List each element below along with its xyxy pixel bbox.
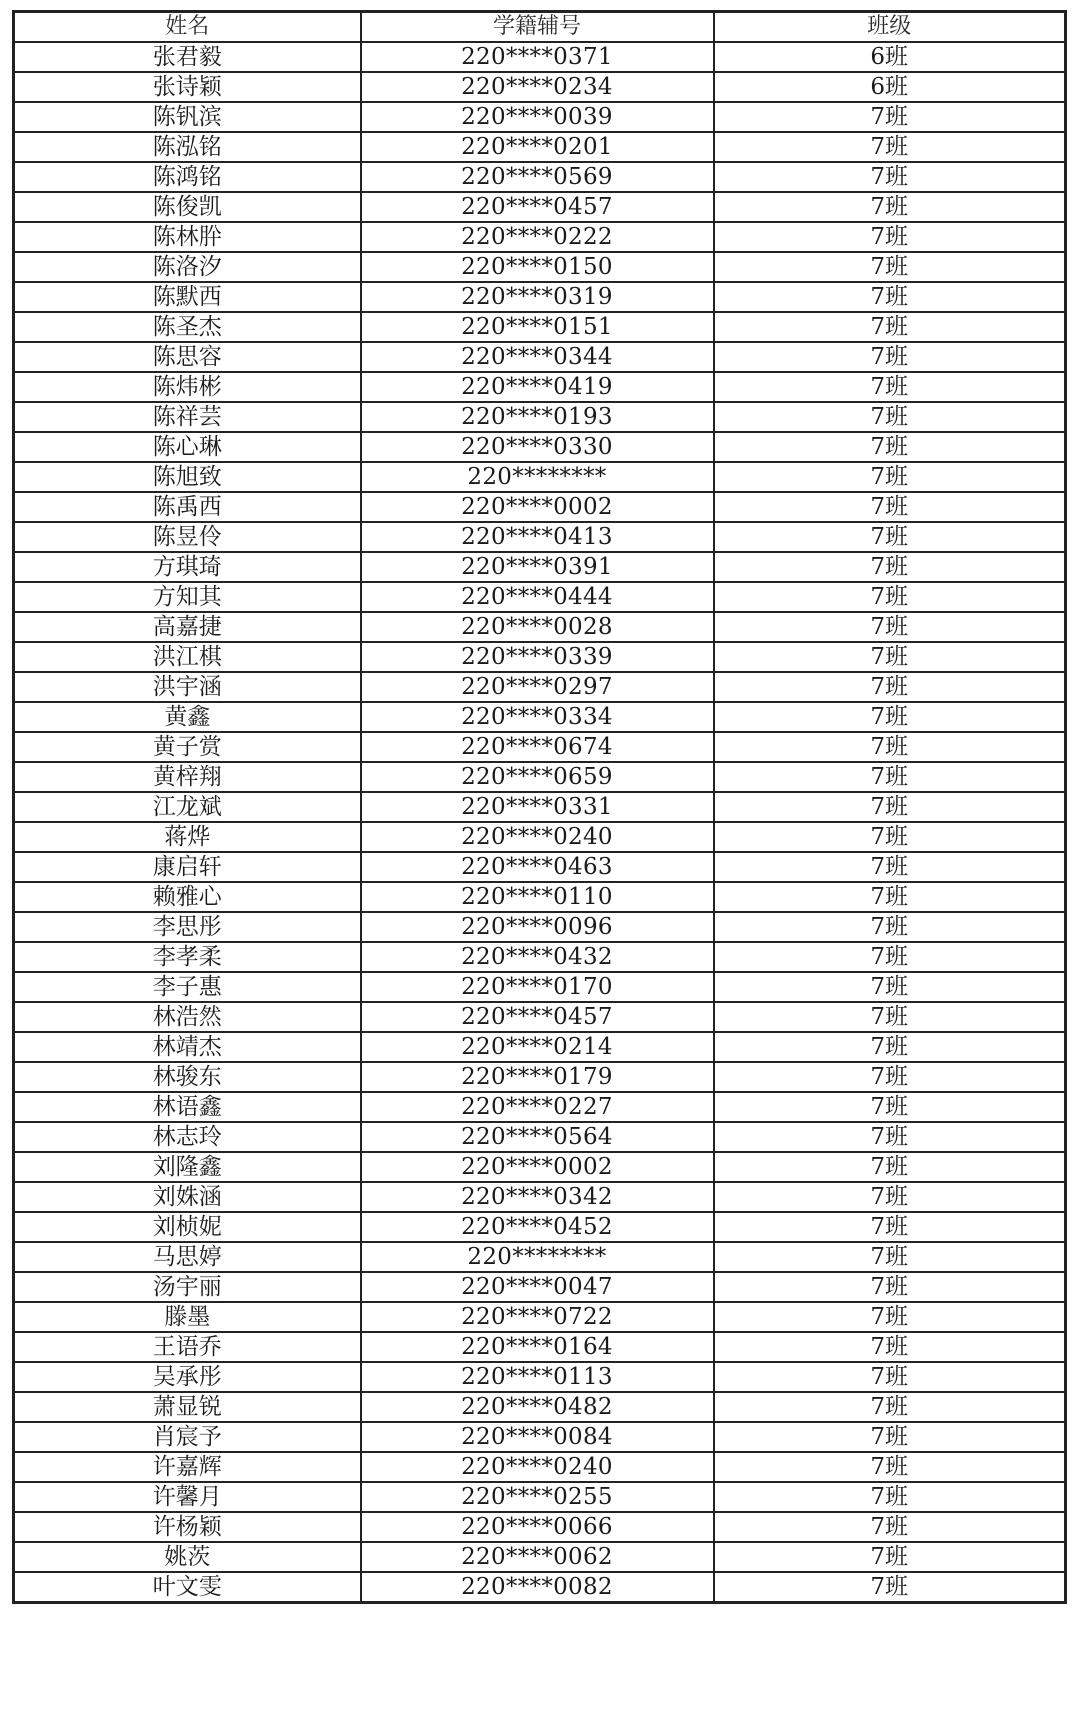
class-cell: 7班 bbox=[714, 852, 1066, 882]
student-name-cell: 陈禹西 bbox=[14, 492, 361, 522]
class-cell: 7班 bbox=[714, 1452, 1066, 1482]
student-name-cell: 高嘉捷 bbox=[14, 612, 361, 642]
class-cell: 7班 bbox=[714, 1482, 1066, 1512]
table-row bbox=[14, 1362, 1066, 1392]
table-row bbox=[14, 732, 1066, 762]
student-name-cell: 陈祥芸 bbox=[14, 402, 361, 432]
student-id-cell: 220****0110 bbox=[361, 882, 714, 912]
table-row bbox=[14, 1182, 1066, 1212]
student-id-cell: 220****0084 bbox=[361, 1422, 714, 1452]
table-row bbox=[14, 1452, 1066, 1482]
student-name-cell: 洪宇涵 bbox=[14, 672, 361, 702]
table-row bbox=[14, 1302, 1066, 1332]
column-header-student-id: 学籍辅号 bbox=[361, 12, 714, 43]
class-cell: 7班 bbox=[714, 1152, 1066, 1182]
student-name-cell: 林骏东 bbox=[14, 1062, 361, 1092]
table-row bbox=[14, 552, 1066, 582]
class-cell: 6班 bbox=[714, 72, 1066, 102]
class-cell: 7班 bbox=[714, 762, 1066, 792]
student-name-cell: 许杨颖 bbox=[14, 1512, 361, 1542]
student-id-cell: 220****0330 bbox=[361, 432, 714, 462]
student-name-cell: 陈思容 bbox=[14, 342, 361, 372]
table-row bbox=[14, 1542, 1066, 1572]
table-row bbox=[14, 222, 1066, 252]
student-name-cell: 林语鑫 bbox=[14, 1092, 361, 1122]
table-row bbox=[14, 942, 1066, 972]
class-cell: 7班 bbox=[714, 1032, 1066, 1062]
student-id-cell: 220****0227 bbox=[361, 1092, 714, 1122]
student-name-cell: 赖雅心 bbox=[14, 882, 361, 912]
student-name-cell: 陈林肸 bbox=[14, 222, 361, 252]
student-id-cell: 220****0391 bbox=[361, 552, 714, 582]
student-id-cell: 220****0179 bbox=[361, 1062, 714, 1092]
table-row bbox=[14, 1152, 1066, 1182]
table-row bbox=[14, 132, 1066, 162]
class-cell: 7班 bbox=[714, 282, 1066, 312]
class-cell: 7班 bbox=[714, 132, 1066, 162]
student-id-cell: 220****0151 bbox=[361, 312, 714, 342]
class-cell: 7班 bbox=[714, 372, 1066, 402]
student-id-cell: 220****0150 bbox=[361, 252, 714, 282]
student-name-cell: 吴承彤 bbox=[14, 1362, 361, 1392]
student-name-cell: 林浩然 bbox=[14, 1002, 361, 1032]
student-name-cell: 林志玲 bbox=[14, 1122, 361, 1152]
table-row bbox=[14, 1092, 1066, 1122]
student-id-cell: 220******** bbox=[361, 462, 714, 492]
class-cell: 7班 bbox=[714, 1542, 1066, 1572]
class-cell: 7班 bbox=[714, 792, 1066, 822]
student-name-cell: 李子惠 bbox=[14, 972, 361, 1002]
student-id-cell: 220****0463 bbox=[361, 852, 714, 882]
student-name-cell: 刘桢妮 bbox=[14, 1212, 361, 1242]
class-cell: 7班 bbox=[714, 1332, 1066, 1362]
table-row bbox=[14, 1122, 1066, 1152]
student-id-cell: 220****0569 bbox=[361, 162, 714, 192]
student-name-cell: 方知其 bbox=[14, 582, 361, 612]
student-name-cell: 方琪琦 bbox=[14, 552, 361, 582]
table-row bbox=[14, 1332, 1066, 1362]
student-name-cell: 许嘉辉 bbox=[14, 1452, 361, 1482]
class-cell: 7班 bbox=[714, 402, 1066, 432]
student-name-cell: 陈俊凯 bbox=[14, 192, 361, 222]
class-cell: 7班 bbox=[714, 552, 1066, 582]
student-name-cell: 滕墨 bbox=[14, 1302, 361, 1332]
class-cell: 7班 bbox=[714, 1302, 1066, 1332]
table-row bbox=[14, 72, 1066, 102]
student-id-cell: 220****0334 bbox=[361, 702, 714, 732]
student-id-cell: 220****0201 bbox=[361, 132, 714, 162]
student-name-cell: 江龙斌 bbox=[14, 792, 361, 822]
student-id-cell: 220****0722 bbox=[361, 1302, 714, 1332]
class-cell: 7班 bbox=[714, 1272, 1066, 1302]
table-row bbox=[14, 162, 1066, 192]
student-name-cell: 王语乔 bbox=[14, 1332, 361, 1362]
class-cell: 7班 bbox=[714, 462, 1066, 492]
student-id-cell: 220****0113 bbox=[361, 1362, 714, 1392]
student-name-cell: 蒋烨 bbox=[14, 822, 361, 852]
class-cell: 7班 bbox=[714, 1572, 1066, 1603]
student-id-cell: 220****0457 bbox=[361, 192, 714, 222]
student-name-cell: 陈默西 bbox=[14, 282, 361, 312]
table-row bbox=[14, 642, 1066, 672]
student-id-cell: 220****0047 bbox=[361, 1272, 714, 1302]
class-cell: 7班 bbox=[714, 102, 1066, 132]
student-id-cell: 220****0002 bbox=[361, 1152, 714, 1182]
student-name-cell: 黄梓翔 bbox=[14, 762, 361, 792]
class-cell: 7班 bbox=[714, 1062, 1066, 1092]
class-cell: 7班 bbox=[714, 822, 1066, 852]
student-id-cell: 220****0028 bbox=[361, 612, 714, 642]
table-row bbox=[14, 822, 1066, 852]
table-row bbox=[14, 492, 1066, 522]
table-row bbox=[14, 522, 1066, 552]
table-row bbox=[14, 1002, 1066, 1032]
student-name-cell: 陈旭致 bbox=[14, 462, 361, 492]
student-roster-sheet bbox=[12, 10, 1064, 1604]
class-cell: 7班 bbox=[714, 1182, 1066, 1212]
table-row bbox=[14, 612, 1066, 642]
student-id-cell: 220****0413 bbox=[361, 522, 714, 552]
student-id-cell: 220****0096 bbox=[361, 912, 714, 942]
table-row bbox=[14, 402, 1066, 432]
student-name-cell: 刘姝涵 bbox=[14, 1182, 361, 1212]
table-row bbox=[14, 972, 1066, 1002]
table-row bbox=[14, 582, 1066, 612]
class-cell: 7班 bbox=[714, 342, 1066, 372]
student-name-cell: 张君毅 bbox=[14, 42, 361, 72]
class-cell: 7班 bbox=[714, 312, 1066, 342]
class-cell: 7班 bbox=[714, 432, 1066, 462]
table-row bbox=[14, 432, 1066, 462]
student-id-cell: 220****0297 bbox=[361, 672, 714, 702]
class-cell: 7班 bbox=[714, 492, 1066, 522]
student-id-cell: 220****0432 bbox=[361, 942, 714, 972]
student-id-cell: 220****0214 bbox=[361, 1032, 714, 1062]
student-id-cell: 220****0331 bbox=[361, 792, 714, 822]
table-row bbox=[14, 792, 1066, 822]
class-cell: 7班 bbox=[714, 972, 1066, 1002]
table-row bbox=[14, 1572, 1066, 1603]
table-row bbox=[14, 372, 1066, 402]
class-cell: 7班 bbox=[714, 672, 1066, 702]
student-id-cell: 220****0062 bbox=[361, 1542, 714, 1572]
class-cell: 7班 bbox=[714, 1002, 1066, 1032]
student-id-cell: 220****0255 bbox=[361, 1482, 714, 1512]
class-cell: 7班 bbox=[714, 612, 1066, 642]
column-header-class: 班级 bbox=[714, 12, 1066, 43]
class-cell: 7班 bbox=[714, 942, 1066, 972]
student-id-cell: 220****0482 bbox=[361, 1392, 714, 1422]
class-cell: 6班 bbox=[714, 42, 1066, 72]
table-row bbox=[14, 42, 1066, 72]
class-cell: 7班 bbox=[714, 522, 1066, 552]
table-row bbox=[14, 312, 1066, 342]
table-row bbox=[14, 192, 1066, 222]
header-row bbox=[14, 12, 1066, 43]
roster-body bbox=[14, 42, 1066, 1603]
table-row bbox=[14, 1062, 1066, 1092]
student-id-cell: 220****0240 bbox=[361, 822, 714, 852]
student-id-cell: 220****0659 bbox=[361, 762, 714, 792]
student-name-cell: 李思彤 bbox=[14, 912, 361, 942]
table-row bbox=[14, 1032, 1066, 1062]
student-name-cell: 黄子赏 bbox=[14, 732, 361, 762]
student-id-cell: 220****0066 bbox=[361, 1512, 714, 1542]
class-cell: 7班 bbox=[714, 1512, 1066, 1542]
student-id-cell: 220****0234 bbox=[361, 72, 714, 102]
student-id-cell: 220****0222 bbox=[361, 222, 714, 252]
student-id-cell: 220****0342 bbox=[361, 1182, 714, 1212]
student-name-cell: 肖宸予 bbox=[14, 1422, 361, 1452]
student-name-cell: 陈心琳 bbox=[14, 432, 361, 462]
student-id-cell: 220******** bbox=[361, 1242, 714, 1272]
student-name-cell: 黄鑫 bbox=[14, 702, 361, 732]
student-id-cell: 220****0002 bbox=[361, 492, 714, 522]
student-name-cell: 陈钒滨 bbox=[14, 102, 361, 132]
class-cell: 7班 bbox=[714, 642, 1066, 672]
student-name-cell: 林靖杰 bbox=[14, 1032, 361, 1062]
student-roster-table bbox=[12, 10, 1067, 1604]
student-id-cell: 220****0419 bbox=[361, 372, 714, 402]
table-row bbox=[14, 762, 1066, 792]
student-id-cell: 220****0170 bbox=[361, 972, 714, 1002]
student-id-cell: 220****0164 bbox=[361, 1332, 714, 1362]
table-row bbox=[14, 1512, 1066, 1542]
student-name-cell: 陈昱伶 bbox=[14, 522, 361, 552]
class-cell: 7班 bbox=[714, 222, 1066, 252]
table-row bbox=[14, 102, 1066, 132]
class-cell: 7班 bbox=[714, 1092, 1066, 1122]
table-row bbox=[14, 702, 1066, 732]
student-name-cell: 张诗颖 bbox=[14, 72, 361, 102]
student-name-cell: 陈圣杰 bbox=[14, 312, 361, 342]
student-name-cell: 陈炜彬 bbox=[14, 372, 361, 402]
student-name-cell: 陈泓铭 bbox=[14, 132, 361, 162]
student-id-cell: 220****0444 bbox=[361, 582, 714, 612]
table-row bbox=[14, 282, 1066, 312]
student-name-cell: 汤宇丽 bbox=[14, 1272, 361, 1302]
student-id-cell: 220****0240 bbox=[361, 1452, 714, 1482]
student-name-cell: 姚茨 bbox=[14, 1542, 361, 1572]
class-cell: 7班 bbox=[714, 162, 1066, 192]
student-name-cell: 李孝柔 bbox=[14, 942, 361, 972]
class-cell: 7班 bbox=[714, 702, 1066, 732]
table-row bbox=[14, 882, 1066, 912]
table-row bbox=[14, 462, 1066, 492]
student-id-cell: 220****0674 bbox=[361, 732, 714, 762]
column-header-name: 姓名 bbox=[14, 12, 361, 43]
student-id-cell: 220****0457 bbox=[361, 1002, 714, 1032]
student-id-cell: 220****0452 bbox=[361, 1212, 714, 1242]
student-id-cell: 220****0371 bbox=[361, 42, 714, 72]
student-name-cell: 洪江棋 bbox=[14, 642, 361, 672]
class-cell: 7班 bbox=[714, 192, 1066, 222]
class-cell: 7班 bbox=[714, 582, 1066, 612]
student-name-cell: 刘隆鑫 bbox=[14, 1152, 361, 1182]
table-row bbox=[14, 672, 1066, 702]
table-row bbox=[14, 1422, 1066, 1452]
student-id-cell: 220****0319 bbox=[361, 282, 714, 312]
student-id-cell: 220****0193 bbox=[361, 402, 714, 432]
student-name-cell: 陈洛汐 bbox=[14, 252, 361, 282]
student-id-cell: 220****0564 bbox=[361, 1122, 714, 1152]
student-name-cell: 许馨月 bbox=[14, 1482, 361, 1512]
table-row bbox=[14, 1242, 1066, 1272]
class-cell: 7班 bbox=[714, 1242, 1066, 1272]
table-row bbox=[14, 252, 1066, 282]
class-cell: 7班 bbox=[714, 882, 1066, 912]
class-cell: 7班 bbox=[714, 1212, 1066, 1242]
student-id-cell: 220****0039 bbox=[361, 102, 714, 132]
student-name-cell: 陈鸿铭 bbox=[14, 162, 361, 192]
table-row bbox=[14, 1482, 1066, 1512]
class-cell: 7班 bbox=[714, 1122, 1066, 1152]
class-cell: 7班 bbox=[714, 912, 1066, 942]
table-row bbox=[14, 1392, 1066, 1422]
student-name-cell: 马思婷 bbox=[14, 1242, 361, 1272]
table-row bbox=[14, 852, 1066, 882]
table-row bbox=[14, 1212, 1066, 1242]
student-id-cell: 220****0339 bbox=[361, 642, 714, 672]
student-id-cell: 220****0344 bbox=[361, 342, 714, 372]
table-row bbox=[14, 1272, 1066, 1302]
class-cell: 7班 bbox=[714, 732, 1066, 762]
student-name-cell: 叶文雯 bbox=[14, 1572, 361, 1603]
class-cell: 7班 bbox=[714, 252, 1066, 282]
class-cell: 7班 bbox=[714, 1362, 1066, 1392]
table-row bbox=[14, 342, 1066, 372]
student-name-cell: 萧显锐 bbox=[14, 1392, 361, 1422]
table-row bbox=[14, 912, 1066, 942]
class-cell: 7班 bbox=[714, 1422, 1066, 1452]
student-name-cell: 康启轩 bbox=[14, 852, 361, 882]
class-cell: 7班 bbox=[714, 1392, 1066, 1422]
student-id-cell: 220****0082 bbox=[361, 1572, 714, 1603]
